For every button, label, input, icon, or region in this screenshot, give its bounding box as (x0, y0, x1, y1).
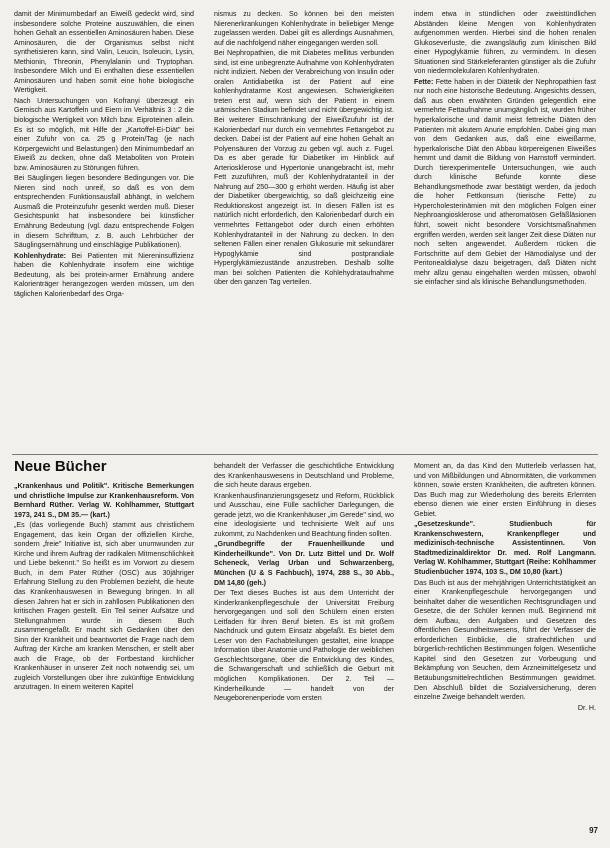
paragraph: damit der Minimumbedarf an Eiweiß gedeckt wird, sind insbesondere solche Proteine auszuwählen, die einen hohen Gehalt an essentiellen Aminosäuren haben. Diese Aminosäuren, die der Organismus selbst nicht synthetisieren kann, sind Valin, Leucin, Isoleucin, Lysin, Methionin, Threonin, Phenylalanin und Tryptophan. Insbesondere Milch und Ei enthalten diese essentiellen Aminosäuren und haben somit eine hohe biologische Wertigkeit. (14, 10, 194, 95)
section-heading: Neue Bücher (14, 458, 107, 475)
top-column-2 (214, 10, 394, 448)
paragraph: Dr. H. (577, 703, 596, 712)
paragraph: „Gesetzeskunde". Studienbuch für Krankenschwestern, Krankenpfleger und medizinisch-technische Assistentinnen. Von Stadtmedizinaldirektor Dr. med. Rolf Langmann. Verlag W. Kohlhammer, Stuttgart (Reihe: Kohlhammer Studienbücher 1974, 103 S., DM 10,80 (kart.) (414, 520, 596, 577)
paragraph: „Grundbegriffe der Frauenheilkunde und Kinderheilkunde". Von Dr. Lutz Bittel und Dr. Wolf Scheneck, Verlag Urban und Schwarzenberg, München (U & S Fachbuch), 1974, 288 S., 30 Abb., DM 14,80 (geh.) (214, 540, 394, 587)
paragraph: behandelt der Verfasser die geschichtliche Entwicklung des Krankenhauswesens in Deutschland und Probleme, die sich heute daraus ergeben. (214, 462, 394, 490)
paragraph: „Es (das vorliegende Buch) stammt aus christlichem Engagement, das kein Organ der offiziellen Kirche, sondern „freie" Initiative ist, sich aber unumwunden zur Kirche und ihrem Auftrag der radikalen Mitmenschlichkeit und Liebe bekennt." So heißt es im Vorwort zu diesem Buch, in dem Pater Rüther (OSC) aus 30jähriger Erfahrung Stellung zu den Problemen bezieht, die heute das Krankenhauswesen in Bewegung bringen. In all diesen Jahren hat er sich in zahllosen Publikationen den kritischen Fragen gestellt. Ein Teil seiner Aufsätze und Stellungnahmen wurde in diesem Buch zusammengefaßt. Er macht sich Gedanken über den Sinn der Krankheit und beantwortet die Frage nach dem Auftrag der Kirche am kranken Menschen, er stellt aber auch die Frage, ob der Fortbestand kirchlicher Krankenhäuser in unserer Zeit noch notwendig sei, um zugleich Vorstellungen über ihre zukünftige Entwicklung anzutragen. In einem weiteren Kapitel (14, 521, 194, 692)
paragraph: Kohlenhydrate: Bei Patienten mit Niereninsuffizienz haben die Kohlenhydrate insofern eine wichtige Bedeutung, als bei protein-armer Ernährung andere Kalorienträger herangezogen werden müssen, um den täglichen Kalorienbedarf des Orga- (14, 251, 194, 298)
page-number: 97 (589, 826, 598, 835)
paragraph: Bei Nephropathien, die mit Diabetes mellitus verbunden sind, ist eine unbegrenzte Aufnahme von Kohlenhydraten nicht indiziert. Neben der Verabreichung von Insulin oder oralen Antidiabetika ist der Patient auf eine kohlenhydratarme Kost angewiesen. Schwierigkeiten treten erst auf, wenn sich der Patient in einem urämischen Stadium befindet und nicht übergewichtig ist. Bei weiterer Einschränkung der Eiweißzufuhr ist der Kalorienbedarf nur durch ein vermehrtes Fettangebot zu decken. Dabei ist der Patient auf eine hohen Gehalt an Polyensäuren der Vorzug zu geben vgl. auch z. Fugel. Da es aber gerade für Diabetiker im Hinblick auf Arteriosklerose und Hypertonie unangebracht ist, mehr Fett zuzuführen, muß der Kohlenhydratanteil in der Nahrung auf 250—300 g erhöht werden. Häufig ist aber der Diabetiker übergewichtig, so daß gleichzeitig eine Reduktionskost angezeigt ist. In diesen Fällen ist es natürlich nicht erforderlich, den Kalorienbedarf durch ein vermehrtes Fettangebot oder durch einen erhöhten Kohlenhydratanteil in der Nahrung zu decken. In den seltenen Fällen einer renalen Glukosurie mit sekundärer Hypoglykämie sind postprandiale Hyperglykämiezustände anzustreben. Deshalb sollte man bei solchen Patienten die Kohlehydrataufnahme über den ganzen Tag verteilen. (214, 49, 394, 287)
paragraph: Krankenhausfinanzierungsgesetz und Reform, Rückblick und Ausschau, eine Fülle sachlicher Darlegungen, die gerade jetzt, wo die Krankenhäuser „im Gerede" sind, wo eine ideologisierte und technisierte Welt auf uns zukommt, zu Nachdenken und Beachtung finden sollten. (214, 491, 394, 538)
bottom-column-2 (214, 462, 394, 822)
paragraph: Das Buch ist aus der mehrjährigen Unterrichtstätigkeit an einer Krankenpflegeschule hervorgegangen und beinhaltet daher die wesentlichen Rechtsgrundlagen und Gesetze, die der Schüler kennen muß. Beginnend mit dem Aufbau, den Aufgaben und Gesetzen des öffentlichen Gesundheitswesens, führt der Verfasser die erforderlichen Einblicke, die strafrechtlichen und bürgerlich-rechtlichen Bestimmungen folgen. Wesentliche Kapitel sind den Gesetzen zur Vorbeugung und Bekämpfung von Seuchen, dem Arzneimittelgesetz und Betäubungsmittelrechtlichen Bestimmungen gewidmet. Den Abschluß bildet die Sozialversicherung, deren einzelne Zweige behandelt werden. (414, 578, 596, 702)
paragraph: Bei Säuglingen liegen besondere Bedingungen vor. Die Nieren sind noch unreif, so daß es von dem entsprechenden Funktionsausfall abhängt, in welchem Ausmaß die Proteinzufuhr gesenkt werden muß. Dieser Gesichtspunkt hat insbesondere bei künstlicher Ernährung Bedeutung (vgl. dazu entsprechende Folgen in diesem Schrifttum, z. B. auch Lehrbücher der Säuglingsernährung und einschlägige Publikationen). (14, 174, 194, 250)
top-column-3 (414, 10, 596, 448)
bottom-column-3 (414, 462, 596, 822)
paragraph-lead: Fette: (414, 77, 434, 86)
paragraph: indem etwa in stündlichen oder zweistündlichen Abständen kleine Mengen von Kohlenhydraten aufgenommen werden. Hierbei sind die hohen renalen Glukoseverluste, die zwangsläufig zum klinischen Bild einer Hypoglykämie führen, zu vermindern. In diesen Situationen sind Stärkeleferanten günstiger als die Zufuhr von niedermolekularen Kohlenhydraten. (414, 10, 596, 76)
paragraph: nismus zu decken. So können bei den meisten Nierenerkrankungen Kohlenhydrate in beliebiger Menge zugelassen werden. Dabei gilt es allerdings Ausnahmen, auf die nachfolgend näher eingegangen werden soll. (214, 10, 394, 47)
section-divider (12, 454, 598, 455)
paragraph: Der Text dieses Buches ist aus dem Unterricht der Kinderkrankenpflegeschule der Universität Freiburg hervorgegangen und soll den Schülern einen ersten Leitfaden für ihren Beruf bieten. Es ist mit großem Nachdruck und gutem Einsatz abgefaßt. Es bietet dem Leser von den Fachabteilungen gestaltet, eine knappe Information über Anatomie und Pathologie der weiblichen Geschlechtsorgane, über die Entwicklung des Kindes, die Schwangerschaft und schließlich die Geburt mit möglichen Komplikationen. Der 2. Teil — Kinderheilkunde — handelt von der Neugeborenenperiode vom ersten (214, 589, 394, 703)
top-column-1 (14, 10, 194, 448)
paragraph: Fette: Fette haben in der Diätetik der Nephropathien fast nur noch eine historische Bedeutung. Angesichts dessen, daß aus oben erwähnten Gründen gelegentlich eine vermehrte Fettaufnahme unumgänglich ist, wurden früher hyperkalorische und damit meist fettreiche Diäten den Patienten mit akutem Anurie empfohlen. Dabei ging man von dem Gedanken aus, daß eine eiweißarme, hyperkalorische Diät den Abbau körpereigenen Eiweißes hemmt und damit die Bildung von Harnstoff vermindert. Durch tierexperimentelle Untersuchungen, wie auch durch klinische Befunde konnte diese Behandlungsmethode zwar bestätigt werden, da jedoch die hoher Fettkonsum (tierische Fette) zu Hypercholesterinämien mit den möglichen Folgen einer Nephroangiosklerose und atheromatösen Gefäßläsionen führt, soweit nicht besondere Vorsichtsmaßnahmen ergriffen werden, werden seit langer Zeit diese Diäten nur noch selten angewendet. Außerdem rücken die Fortschritte auf dem Gebiet der Hämodialyse und der Peritonealdialyse dazu beigetragen, daß Diäten nicht mehr allzu genau eingehalten werden müssen, obwohl sie einfacher sind als klinische Behandlungsmethoden. (414, 77, 596, 287)
paragraph: „Krankenhaus und Politik". Kritische Bemerkungen und christliche Impulse zur Krankenhausreform. Von Bernhard Rüther. Verlag W. Kohlhammer, Stuttgart 1973, 241 S., DM 35.— (kart.) (14, 482, 194, 519)
paragraph-lead: Kohlenhydrate: (14, 251, 67, 260)
bottom-column-1 (14, 482, 194, 822)
paragraph: Nach Untersuchungen von Kofranyi überzeugt ein Gemisch aus Kartoffeln und Eiern im Verhältnis 3 : 2 die biologische Wertigkeit von Milch bzw. Eiproteinen allein. Es ist so möglich, mit Hilfe der „Kartoffel-Ei-Diät" bei einer Zufuhr von ca. 25 g Protein/Tag (je nach Körpergewicht und Belastungen) den Minimumbedarf an Eiweiß zu decken, ohne daß Metaboliten von Protein bzw. Aminosäuren zu Störungen führen. (14, 96, 194, 172)
paragraph: Moment an, da das Kind den Mutterleib verlassen hat, und von Mißbildungen und Abnormitäten, die vorkommen können, sowie ersten Krankheiten, die auftreten können. Das Buch mag zur Wiederholung des bereits Erlernten ebenso dienen wie einer ersten Einführung in dieses Gebiet. (414, 462, 596, 518)
